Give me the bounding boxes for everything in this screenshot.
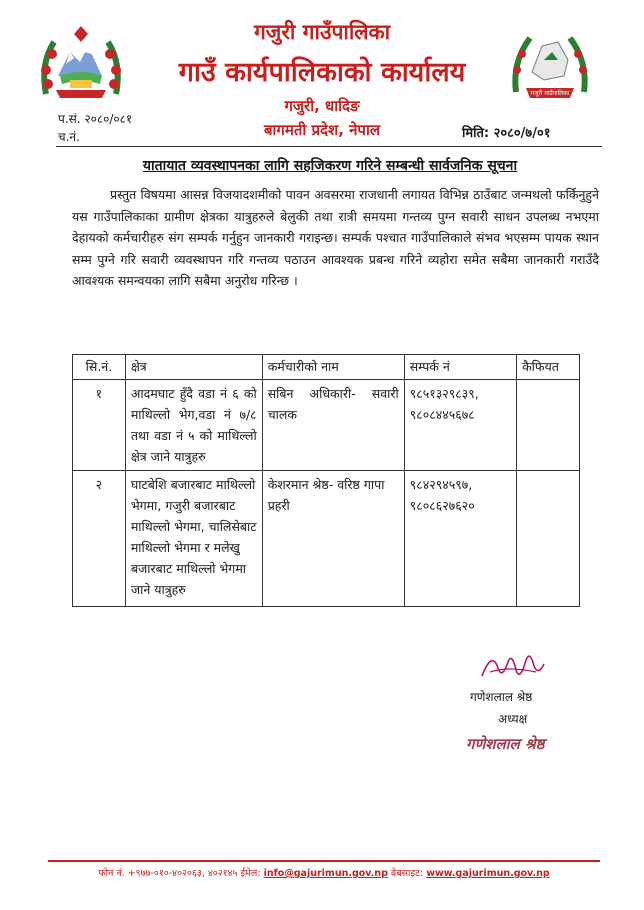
office-location: गजुरी, धादिङ (284, 97, 360, 115)
row-serial: १ (73, 380, 126, 471)
row-serial: २ (73, 471, 126, 607)
notice-body: प्रस्तुत विषयमा आसन्न विजयादशमीको पावन अवसरमा राजधानी लगायत विभिन्न ठाउँबाट जन्मथलो फर्किनुहुने यस गाउँपालिकाका ग्रामीण क्षेत्रका यात्रुहरुले बेलुकी तथा रात्री समयमा गन्तव्य पुग्न सवारी साधन उपलब्ध नभएमा देहायको कर्मचारीहरु संग सम्पर्क गर्नुहुन जानकारी गराइन्छ। सम्पर्क पश्चात गाउँपालिकाले संभव भएसम्म पायक स्थान सम्म पुग्ने गरि सवारी व्यवस्थापन गरि गन्तव्य पठाउन आवश्यक प्रबन्ध गरिने व्यहोरा समेत सबैमा जानकारी गराउँदै आवश्यक समन्वयका लागि सबैमा अनुरोध गरिन्छ । (72, 187, 599, 288)
header-area: क्षेत्र (125, 355, 262, 380)
header-serial: सि.नं. (73, 355, 126, 380)
row-contact (404, 471, 516, 607)
reference-year: प.सं. २०८०/०८१ (58, 112, 133, 126)
municipality-logo (508, 26, 592, 112)
table-row (73, 380, 580, 471)
province-name: बागमती प्रदेश, नेपाल (263, 121, 381, 139)
table-header-row (73, 355, 580, 380)
signature-scribble (478, 646, 548, 686)
header-staff-name: कर्मचारीको नाम (262, 355, 404, 380)
header-divider (56, 146, 602, 147)
footer-phone: फोन नं. +९७७-०१०-४०२०६३, ४०२१४५ (98, 868, 238, 879)
row-contact (404, 380, 516, 471)
municipality-name: गजुरी गाउँपालिका (253, 20, 391, 44)
contact-table (72, 354, 580, 607)
footer-contact (48, 866, 600, 879)
header-contact: सम्पर्क नं (404, 355, 516, 380)
row-area: घाटबेशि बजारबाट माथिल्लो भेगमा, गजुरी बजारबाट माथिल्लो भेगमा, चालिसेबाट माथिल्लो भेगमा र मलेखु बजारबाट माथिल्लो भेगमा जाने यात्रुहरु (125, 471, 262, 607)
header-remarks: कैफियत (517, 355, 580, 380)
signatory-name: गणेशलाल श्रेष्ठ (470, 690, 533, 704)
contact-number: ९८४२९४५९७, (409, 477, 473, 492)
notice-subject: यातायात व्यवस्थापनका लागि सहजिकरण गरिने सम्बन्धी सार्वजनिक सूचना (142, 158, 518, 174)
row-staff-name: सबिन अधिकारी- सवारी चालक (262, 380, 404, 471)
contact-number: ९८५१३२९८३९, (409, 386, 479, 401)
dispatch-number: च.नं. (58, 130, 80, 144)
row-remarks (517, 380, 580, 471)
municipality-logo-text: गजुरी गाउँपालिका (530, 90, 570, 97)
name-stamp: गणेशलाल श्रेष्ठ (466, 735, 545, 753)
footer-email-label: ईमेल: (240, 868, 261, 879)
footer-website-label: वेबसाइट: (390, 868, 424, 879)
row-remarks (517, 471, 580, 607)
row-staff-name: केशरमान श्रेष्ठ- वरिष्ठ गापा प्रहरी (262, 471, 404, 607)
letter-date: मिति: २०८०/७/०१ (462, 126, 551, 141)
signatory-title: अध्यक्ष (498, 712, 528, 726)
office-name: गाउँ कार्यपालिकाको कार्यालय (178, 57, 466, 88)
nepal-emblem-logo (36, 24, 126, 110)
contact-number: ९८०८४४५६७८ (409, 407, 475, 422)
footer-divider (48, 860, 600, 862)
table-row (73, 471, 580, 607)
row-area: आदमघाट हुँदै वडा नं ६ को माथिल्लो भेग,वडा नं ७/८ तथा वडा नं ५ को माथिल्लो क्षेत्र जाने यात्रुहरु (125, 380, 262, 471)
contact-number: ९८०८६२७६२० (409, 498, 475, 513)
footer-email-link[interactable]: info@gajurimun.gov.np (263, 868, 388, 879)
footer-website-link[interactable]: www.gajurimun.gov.np (426, 868, 550, 879)
